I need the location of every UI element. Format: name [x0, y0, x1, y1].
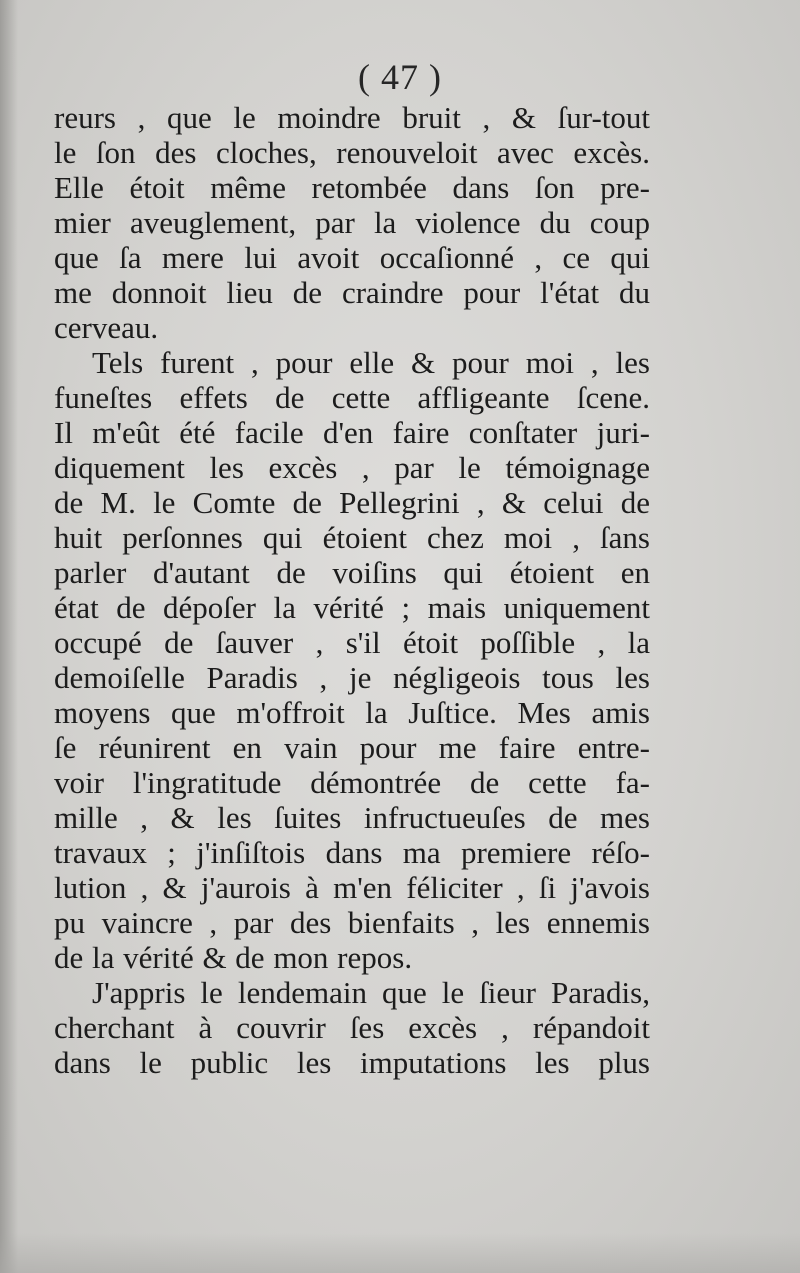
- text-line: demoiſelle Paradis , je négligeois tous les: [54, 660, 650, 695]
- text-line: lution , & j'aurois à m'en féliciter , ſi j'avois: [54, 870, 650, 905]
- text-line: diquement les excès , par le témoignage: [54, 450, 650, 485]
- text-line: travaux ; j'inſiſtois dans ma premiere réſo-: [54, 835, 650, 870]
- text-line: parler d'autant de voiſins qui étoient en: [54, 555, 650, 590]
- text-line: J'appris le lendemain que le ſieur Paradis,: [92, 975, 650, 1010]
- text-line: reurs , que le moindre bruit , & ſur-tout: [54, 100, 650, 135]
- page-binding-shadow: [0, 0, 18, 1273]
- text-line: ſe réunirent en vain pour me faire entre-: [54, 730, 650, 765]
- text-line: cerveau.: [54, 310, 159, 345]
- text-line: huit perſonnes qui étoient chez moi , ſans: [54, 520, 650, 555]
- text-line: moyens que m'offroit la Juſtice. Mes amis: [54, 695, 650, 730]
- text-line: occupé de ſauver , s'il étoit poſſible , la: [54, 625, 650, 660]
- text-line: de M. le Comte de Pellegrini , & celui de: [54, 485, 650, 520]
- text-line: funeſtes effets de cette affligeante ſcene.: [54, 380, 650, 415]
- text-line: voir l'ingratitude démontrée de cette fa-: [54, 765, 650, 800]
- page-bottom-shadow: [0, 1233, 800, 1273]
- text-line: mier aveuglement, par la violence du coup: [54, 205, 650, 240]
- text-line: état de dépoſer la vérité ; mais uniquement: [54, 590, 650, 625]
- text-line: dans le public les imputations les plus: [54, 1045, 650, 1080]
- text-line: Tels furent , pour elle & pour moi , les: [92, 345, 650, 380]
- text-line: cherchant à couvrir ſes excès , répandoit: [54, 1010, 650, 1045]
- body-text: [54, 100, 650, 1080]
- text-line: Il m'eût été facile d'en faire conſtater juri-: [54, 415, 650, 450]
- text-line: mille , & les ſuites infructueuſes de mes: [54, 800, 650, 835]
- page-number: ( 47 ): [358, 57, 442, 97]
- text-line: pu vaincre , par des bienfaits , les ennemis: [54, 905, 650, 940]
- text-line: Elle étoit même retombée dans ſon pre-: [54, 170, 650, 205]
- text-line: de la vérité & de mon repos.: [54, 940, 413, 975]
- text-line: que ſa mere lui avoit occaſionné , ce qui: [54, 240, 650, 275]
- text-line: le ſon des cloches, renouveloit avec excès.: [54, 135, 650, 170]
- text-line: me donnoit lieu de craindre pour l'état du: [54, 275, 650, 310]
